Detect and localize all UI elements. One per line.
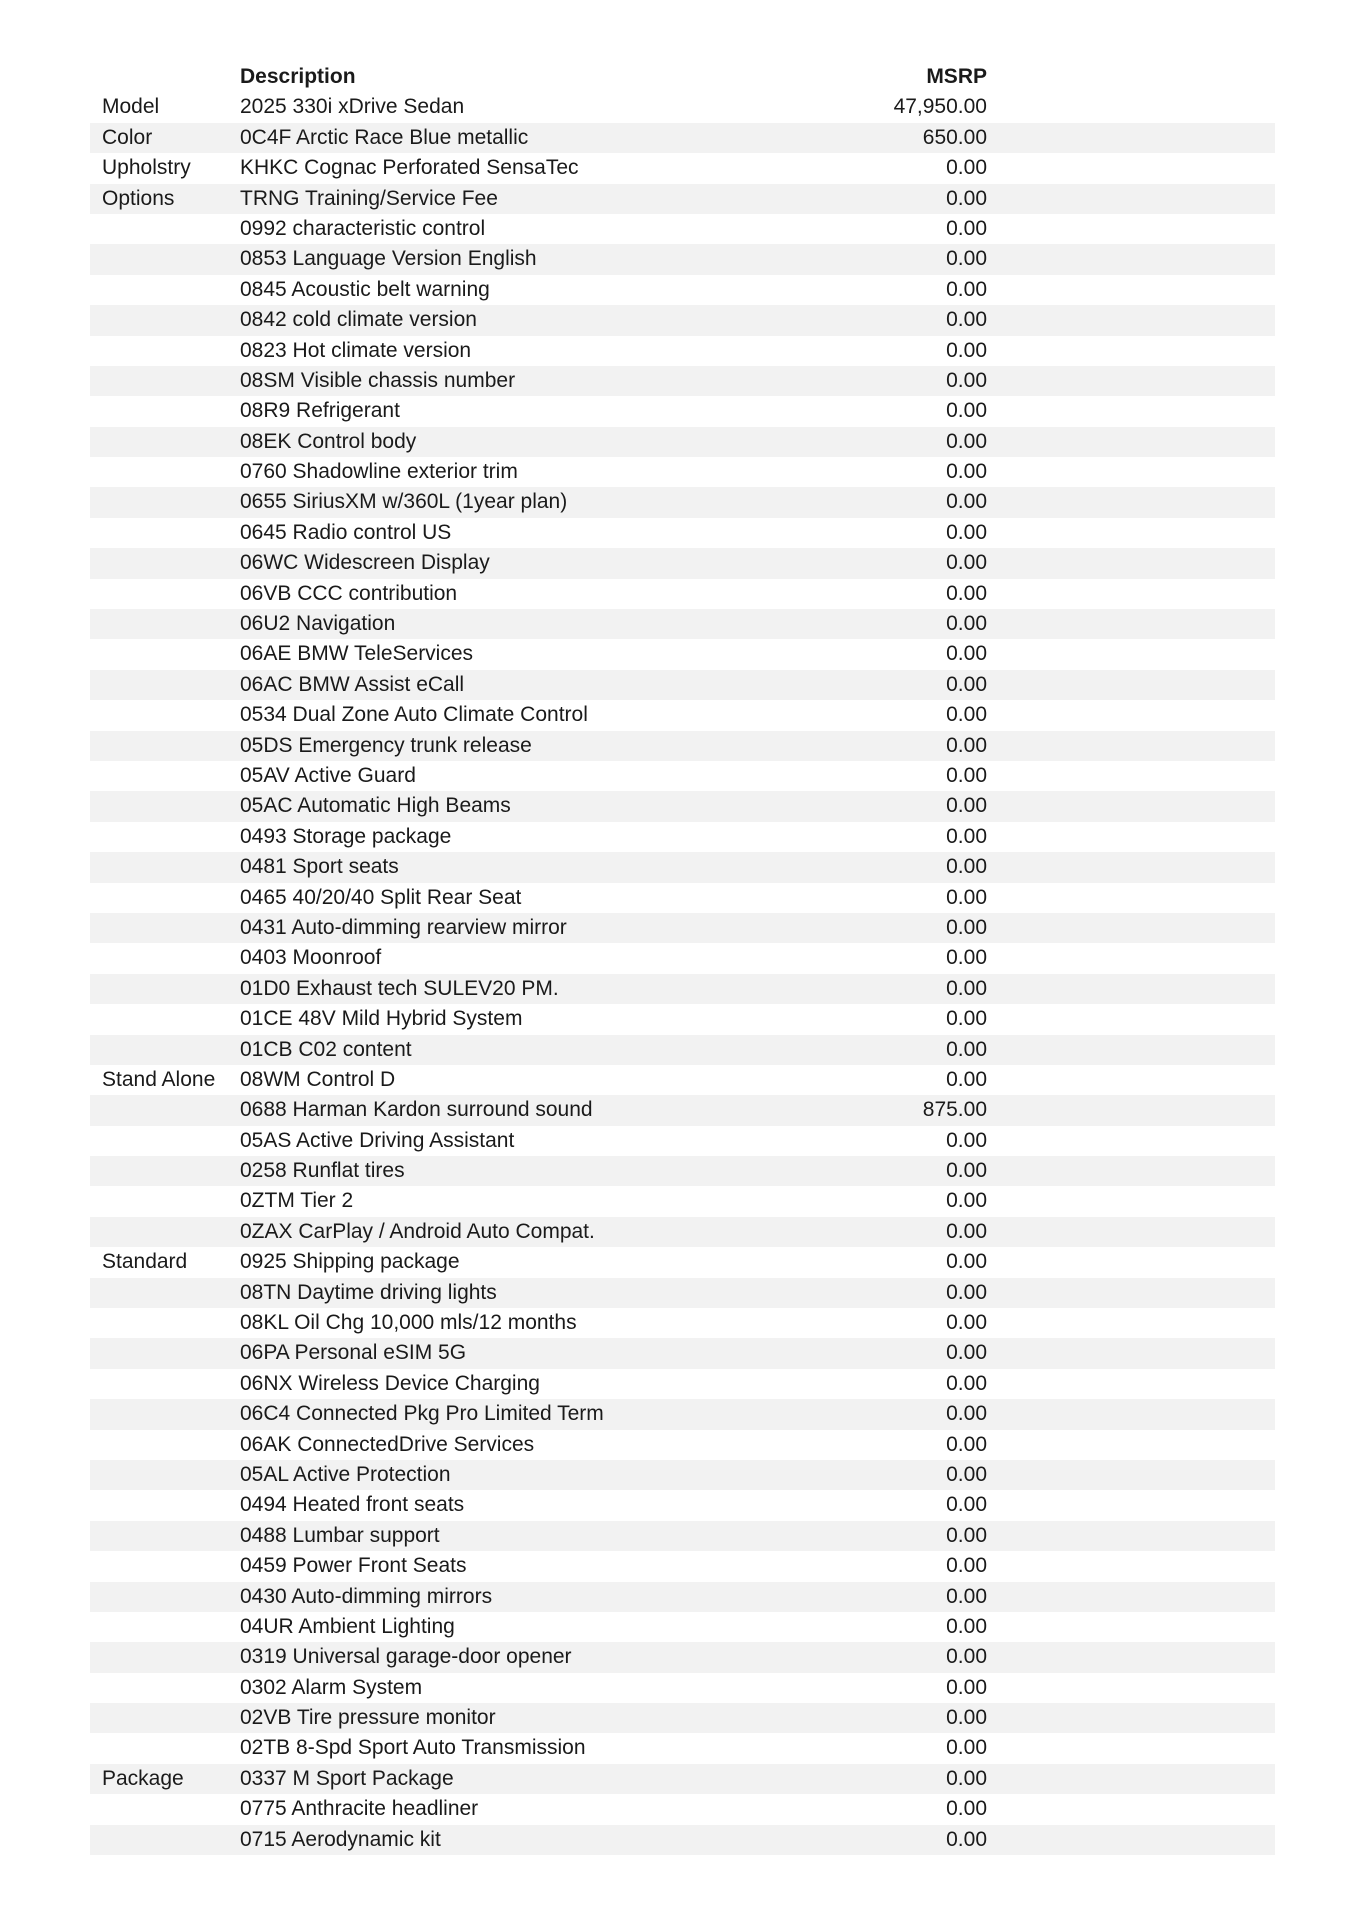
row-category [90, 670, 240, 700]
table-row [90, 1338, 1275, 1368]
row-msrp: 0.00 [946, 703, 987, 727]
row-msrp: 0.00 [946, 216, 987, 240]
row-description: 0C4F Arctic Race Blue metallic [240, 125, 529, 149]
row-description: 2025 330i xDrive Sedan [240, 95, 465, 119]
row-msrp: 0.00 [946, 368, 987, 392]
row-description: 0319 Universal garage-door opener [240, 1645, 572, 1669]
row-category [90, 883, 240, 913]
row-category [90, 1004, 240, 1034]
row-description: 0688 Harman Kardon surround sound [240, 1098, 593, 1122]
table-row [90, 275, 1275, 305]
row-category [90, 1186, 240, 1216]
row-description: 0655 SiriusXM w/360L (1year plan) [240, 490, 568, 514]
row-description: 0823 Hot climate version [240, 338, 472, 362]
table-row [90, 1703, 1275, 1733]
row-description: 05AV Active Guard [240, 763, 416, 787]
row-msrp: 0.00 [946, 1706, 987, 1730]
row-msrp: 0.00 [946, 1766, 987, 1790]
row-category [90, 1551, 240, 1581]
row-description: 0431 Auto-dimming rearview mirror [240, 915, 567, 939]
table-row [90, 943, 1275, 973]
row-description: 0ZAX CarPlay / Android Auto Compat. [240, 1219, 595, 1243]
row-description: 01CB C02 content [240, 1037, 412, 1061]
table-header [90, 62, 1275, 92]
table-row [90, 457, 1275, 487]
row-category [90, 609, 240, 639]
row-description: 0481 Sport seats [240, 855, 399, 879]
table-row [90, 731, 1275, 761]
table-row [90, 1308, 1275, 1338]
row-msrp: 0.00 [946, 247, 987, 271]
row-category [90, 1156, 240, 1186]
row-description: 05AL Active Protection [240, 1462, 451, 1486]
row-description: 0645 Radio control US [240, 520, 452, 544]
row-msrp: 0.00 [946, 976, 987, 1000]
table-row [90, 487, 1275, 517]
row-description: 08SM Visible chassis number [240, 368, 516, 392]
table-row [90, 579, 1275, 609]
row-description: 0403 Moonroof [240, 946, 382, 970]
row-category: Upholstry [102, 156, 191, 180]
table-row [90, 974, 1275, 1004]
table-row [90, 1642, 1275, 1672]
row-description: 06VB CCC contribution [240, 581, 458, 605]
table-row [90, 1095, 1275, 1125]
table-row [90, 1612, 1275, 1642]
row-msrp: 0.00 [946, 520, 987, 544]
table-row [90, 548, 1275, 578]
row-category [90, 1460, 240, 1490]
row-msrp: 0.00 [946, 308, 987, 332]
table-body [90, 92, 1275, 1855]
row-description: 06C4 Connected Pkg Pro Limited Term [240, 1402, 604, 1426]
row-msrp: 0.00 [946, 1189, 987, 1213]
table-row [90, 214, 1275, 244]
table-row [90, 852, 1275, 882]
row-category [90, 1703, 240, 1733]
row-description: 01CE 48V Mild Hybrid System [240, 1007, 523, 1031]
row-description: 0842 cold climate version [240, 308, 477, 332]
row-category [90, 1673, 240, 1703]
table-row [90, 822, 1275, 852]
row-description: 0775 Anthracite headliner [240, 1797, 479, 1821]
row-description: 0488 Lumbar support [240, 1523, 440, 1547]
row-description: KHKC Cognac Perforated SensaTec [240, 156, 579, 180]
row-description: 01D0 Exhaust tech SULEV20 PM. [240, 976, 559, 1000]
table-row [90, 184, 1275, 214]
row-category [90, 822, 240, 852]
table-row [90, 791, 1275, 821]
table-row [90, 1156, 1275, 1186]
row-msrp: 0.00 [946, 1128, 987, 1152]
row-description: 05AC Automatic High Beams [240, 794, 511, 818]
row-description: 0494 Heated front seats [240, 1493, 465, 1517]
row-msrp: 0.00 [946, 490, 987, 514]
row-category [90, 639, 240, 669]
table-row [90, 1764, 1275, 1794]
row-description: 0ZTM Tier 2 [240, 1189, 354, 1213]
row-msrp: 0.00 [946, 1371, 987, 1395]
row-description: 0465 40/20/40 Split Rear Seat [240, 885, 522, 909]
header-msrp: MSRP [926, 65, 987, 88]
row-description: 08TN Daytime driving lights [240, 1280, 497, 1304]
table-row [90, 1582, 1275, 1612]
row-category [90, 457, 240, 487]
row-category [90, 1126, 240, 1156]
table-row [90, 1673, 1275, 1703]
row-category [90, 1825, 240, 1855]
row-category [90, 275, 240, 305]
row-category: Standard [102, 1250, 188, 1274]
row-description: 06AK ConnectedDrive Services [240, 1432, 535, 1456]
row-msrp: 0.00 [946, 156, 987, 180]
row-description: 0853 Language Version English [240, 247, 537, 271]
table-row [90, 1733, 1275, 1763]
row-category [90, 761, 240, 791]
table-row [90, 92, 1275, 122]
row-msrp: 0.00 [946, 1159, 987, 1183]
row-description: 06AC BMW Assist eCall [240, 672, 465, 696]
row-category [90, 791, 240, 821]
table-row [90, 883, 1275, 913]
row-description: 05AS Active Driving Assistant [240, 1128, 515, 1152]
table-row [90, 336, 1275, 366]
row-description: 08KL Oil Chg 10,000 mls/12 months [240, 1311, 577, 1335]
row-msrp: 0.00 [946, 429, 987, 453]
row-msrp: 0.00 [946, 1007, 987, 1031]
row-category [90, 1612, 240, 1642]
row-msrp: 0.00 [946, 672, 987, 696]
row-msrp: 0.00 [946, 1675, 987, 1699]
row-category [90, 548, 240, 578]
row-category [90, 1308, 240, 1338]
row-description: 0992 characteristic control [240, 216, 486, 240]
table-row [90, 153, 1275, 183]
row-category [90, 731, 240, 761]
table-row [90, 1551, 1275, 1581]
row-description: 0337 M Sport Package [240, 1766, 454, 1790]
row-category [90, 244, 240, 274]
row-msrp: 0.00 [946, 551, 987, 575]
row-msrp: 0.00 [946, 855, 987, 879]
row-msrp: 0.00 [946, 1311, 987, 1335]
row-category [90, 974, 240, 1004]
row-msrp: 0.00 [946, 612, 987, 636]
row-category [90, 1338, 240, 1368]
row-category [90, 427, 240, 457]
table-row [90, 1278, 1275, 1308]
row-description: 0760 Shadowline exterior trim [240, 460, 518, 484]
row-category [90, 1399, 240, 1429]
row-msrp: 0.00 [946, 1554, 987, 1578]
row-msrp: 0.00 [946, 1402, 987, 1426]
row-msrp: 0.00 [946, 1067, 987, 1091]
row-category [90, 214, 240, 244]
table-row [90, 1399, 1275, 1429]
row-description: 06AE BMW TeleServices [240, 642, 474, 666]
table-row [90, 913, 1275, 943]
header-category [90, 62, 240, 92]
row-msrp: 0.00 [946, 885, 987, 909]
table-row [90, 366, 1275, 396]
row-msrp: 0.00 [946, 581, 987, 605]
row-description: 0430 Auto-dimming mirrors [240, 1584, 493, 1608]
row-description: 0302 Alarm System [240, 1675, 423, 1699]
row-category: Options [102, 186, 175, 210]
row-msrp: 0.00 [946, 1219, 987, 1243]
row-category [90, 518, 240, 548]
table-row [90, 1217, 1275, 1247]
row-description: 06PA Personal eSIM 5G [240, 1341, 467, 1365]
row-msrp: 0.00 [946, 399, 987, 423]
row-category: Model [102, 95, 160, 119]
row-msrp: 0.00 [946, 733, 987, 757]
table-row [90, 609, 1275, 639]
table-row [90, 1035, 1275, 1065]
row-msrp: 0.00 [946, 1797, 987, 1821]
row-category [90, 336, 240, 366]
table-row [90, 396, 1275, 426]
row-category [90, 487, 240, 517]
row-category: Color [102, 125, 153, 149]
table-row [90, 1430, 1275, 1460]
row-description: 0459 Power Front Seats [240, 1554, 467, 1578]
table-row [90, 670, 1275, 700]
row-description: 0925 Shipping package [240, 1250, 460, 1274]
row-description: 06NX Wireless Device Charging [240, 1371, 540, 1395]
row-msrp: 0.00 [946, 915, 987, 939]
table-row [90, 1825, 1275, 1855]
table-row [90, 1004, 1275, 1034]
row-description: 02VB Tire pressure monitor [240, 1706, 496, 1730]
table-row [90, 305, 1275, 335]
row-description: 08WM Control D [240, 1067, 396, 1091]
row-category [90, 1490, 240, 1520]
row-category [90, 579, 240, 609]
row-msrp: 0.00 [946, 1341, 987, 1365]
row-description: 06U2 Navigation [240, 612, 396, 636]
row-msrp: 0.00 [946, 1037, 987, 1061]
table-row [90, 518, 1275, 548]
row-category [90, 700, 240, 730]
row-msrp: 0.00 [946, 794, 987, 818]
row-msrp: 0.00 [946, 338, 987, 362]
table-row [90, 1065, 1275, 1095]
row-msrp: 47,950.00 [893, 95, 987, 119]
row-msrp: 0.00 [946, 1614, 987, 1638]
row-category [90, 1430, 240, 1460]
row-description: 0534 Dual Zone Auto Climate Control [240, 703, 588, 727]
row-msrp: 0.00 [946, 460, 987, 484]
row-category [90, 1095, 240, 1125]
row-msrp: 0.00 [946, 946, 987, 970]
row-description: 06WC Widescreen Display [240, 551, 490, 575]
row-msrp: 0.00 [946, 1523, 987, 1547]
header-description: Description [240, 65, 356, 88]
row-description: 0715 Aerodynamic kit [240, 1827, 441, 1851]
row-category [90, 1794, 240, 1824]
table-row [90, 1247, 1275, 1277]
row-category [90, 1642, 240, 1672]
row-category [90, 1733, 240, 1763]
table-row [90, 1794, 1275, 1824]
row-category [90, 913, 240, 943]
row-msrp: 0.00 [946, 1827, 987, 1851]
row-category [90, 1035, 240, 1065]
row-description: TRNG Training/Service Fee [240, 186, 498, 210]
row-msrp: 650.00 [922, 125, 987, 149]
table-row [90, 761, 1275, 791]
table-row [90, 639, 1275, 669]
row-description: 05DS Emergency trunk release [240, 733, 532, 757]
row-category [90, 1582, 240, 1612]
row-category [90, 852, 240, 882]
row-category [90, 1369, 240, 1399]
table-row [90, 700, 1275, 730]
table-row [90, 1186, 1275, 1216]
price-sheet-table [90, 62, 1275, 1855]
row-msrp: 0.00 [946, 1250, 987, 1274]
table-row [90, 1521, 1275, 1551]
row-category [90, 396, 240, 426]
row-category [90, 305, 240, 335]
row-description: 0493 Storage package [240, 824, 452, 848]
row-category: Package [102, 1766, 184, 1790]
row-msrp: 0.00 [946, 642, 987, 666]
row-category [90, 1278, 240, 1308]
row-msrp: 0.00 [946, 1462, 987, 1486]
row-description: 0258 Runflat tires [240, 1159, 405, 1183]
row-description: 0845 Acoustic belt warning [240, 277, 490, 301]
table-row [90, 1126, 1275, 1156]
row-description: 08EK Control body [240, 429, 417, 453]
row-msrp: 0.00 [946, 1736, 987, 1760]
row-description: 08R9 Refrigerant [240, 399, 400, 423]
row-msrp: 0.00 [946, 1493, 987, 1517]
row-msrp: 0.00 [946, 824, 987, 848]
row-msrp: 0.00 [946, 1584, 987, 1608]
row-msrp: 0.00 [946, 1432, 987, 1456]
row-msrp: 0.00 [946, 1645, 987, 1669]
table-row [90, 123, 1275, 153]
table-row [90, 1460, 1275, 1490]
row-category [90, 943, 240, 973]
row-category [90, 366, 240, 396]
table-row [90, 1490, 1275, 1520]
row-msrp: 0.00 [946, 1280, 987, 1304]
row-category: Stand Alone [102, 1067, 216, 1091]
row-msrp: 0.00 [946, 186, 987, 210]
row-description: 02TB 8-Spd Sport Auto Transmission [240, 1736, 586, 1760]
table-row [90, 1369, 1275, 1399]
row-category [90, 1521, 240, 1551]
table-row [90, 427, 1275, 457]
row-msrp: 875.00 [922, 1098, 987, 1122]
table-row [90, 244, 1275, 274]
row-msrp: 0.00 [946, 763, 987, 787]
row-category [90, 1217, 240, 1247]
row-description: 04UR Ambient Lighting [240, 1614, 455, 1638]
row-msrp: 0.00 [946, 277, 987, 301]
